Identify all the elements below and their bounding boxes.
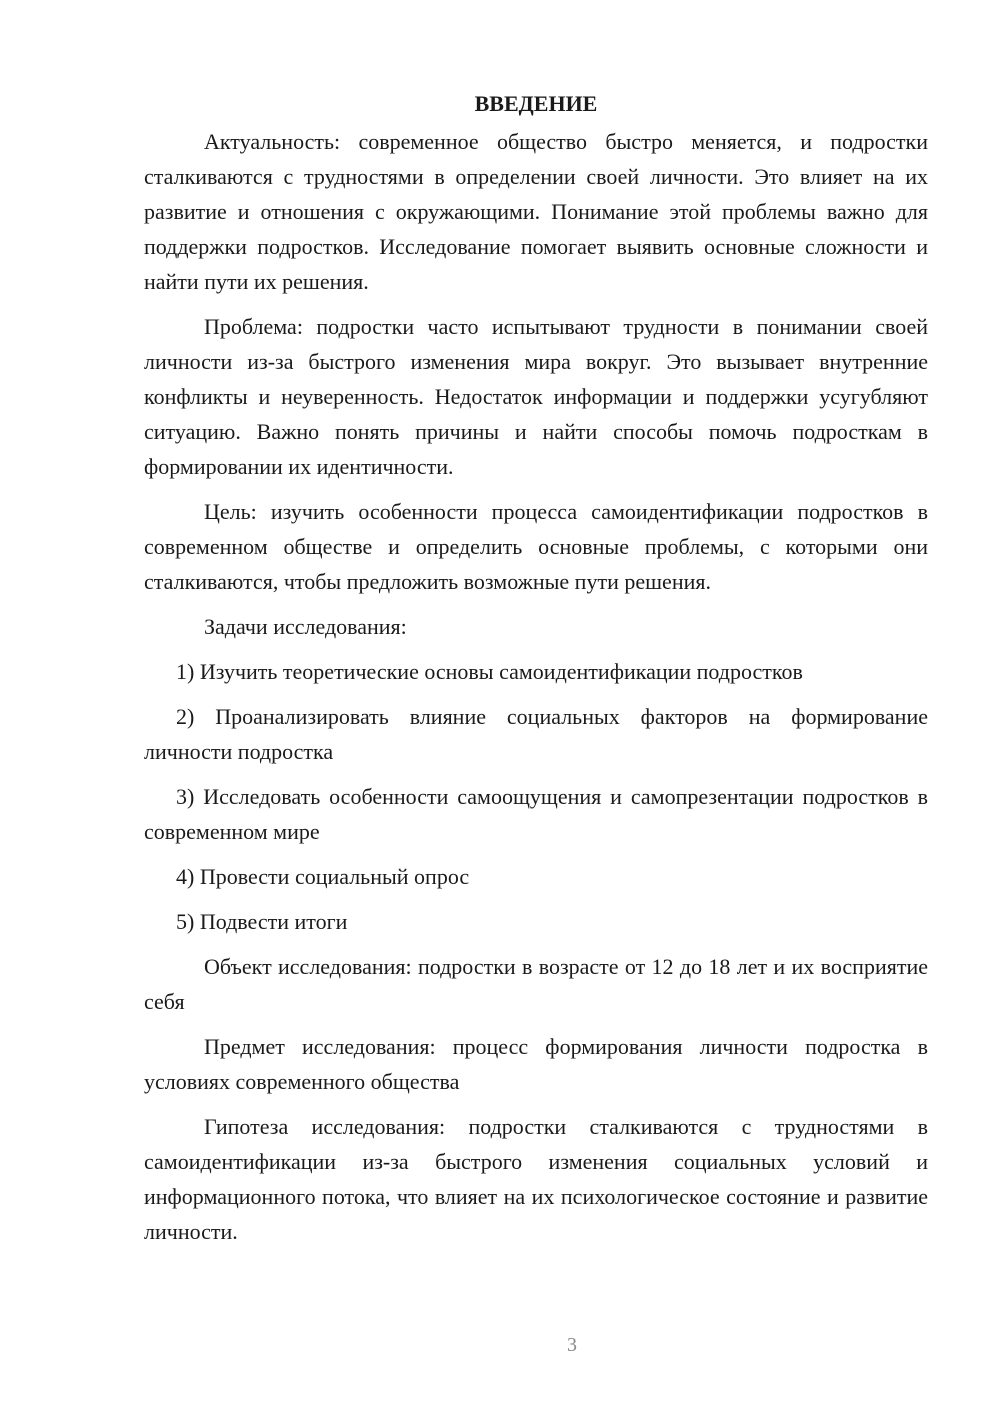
task-item-4: 4) Провести социальный опрос <box>176 864 470 889</box>
paragraph-relevance: Актуальность: современное общество быстро меняется, и подростки сталкиваются с трудностями в определении своей личности. Это влияет на их развитие и отношения с окружающими. Понимание этой проблемы важно для поддержки подростков. Исследование помогает выявить основные сложности и найти пути их решения. <box>144 129 928 294</box>
paragraph-problem: Проблема: подростки часто испытывают трудности в понимании своей личности из-за быстрого изменения мира вокруг. Это вызывает внутренние конфликты и неуверенность. Недостаток информации и поддержки усугубляют ситуацию. Важно понять причины и найти способы помочь подросткам в формировании их идентичности. <box>144 314 928 479</box>
task-item-3: 3) Исследовать особенности самоощущения и самопрезентации подростков в современном мире <box>144 784 928 844</box>
page-number: 3 <box>567 1334 577 1356</box>
paragraph-object: Объект исследования: подростки в возрасте от 12 до 18 лет и их восприятие себя <box>144 954 928 1014</box>
task-item-1: 1) Изучить теоретические основы самоидентификации подростков <box>176 659 803 684</box>
tasks-heading: Задачи исследования: <box>204 614 407 639</box>
paragraph-hypothesis: Гипотеза исследования: подростки сталкиваются с трудностями в самоидентификации из-за быстрого изменения социальных условий и информационного потока, что влияет на их психологическое состояние и развитие личности. <box>144 1114 928 1244</box>
document-page <box>144 88 928 1259</box>
task-item-5: 5) Подвести итоги <box>176 909 348 934</box>
task-item-2: 2) Проанализировать влияние социальных факторов на формирование личности подростка <box>144 704 928 764</box>
page-title: ВВЕДЕНИЕ <box>474 91 598 116</box>
paragraph-goal: Цель: изучить особенности процесса самоидентификации подростков в современном обществе и определить основные проблемы, с которыми они сталкиваются, чтобы предложить возможные пути решения. <box>144 499 928 594</box>
paragraph-subject: Предмет исследования: процесс формирования личности подростка в условиях современного общества <box>144 1034 928 1094</box>
